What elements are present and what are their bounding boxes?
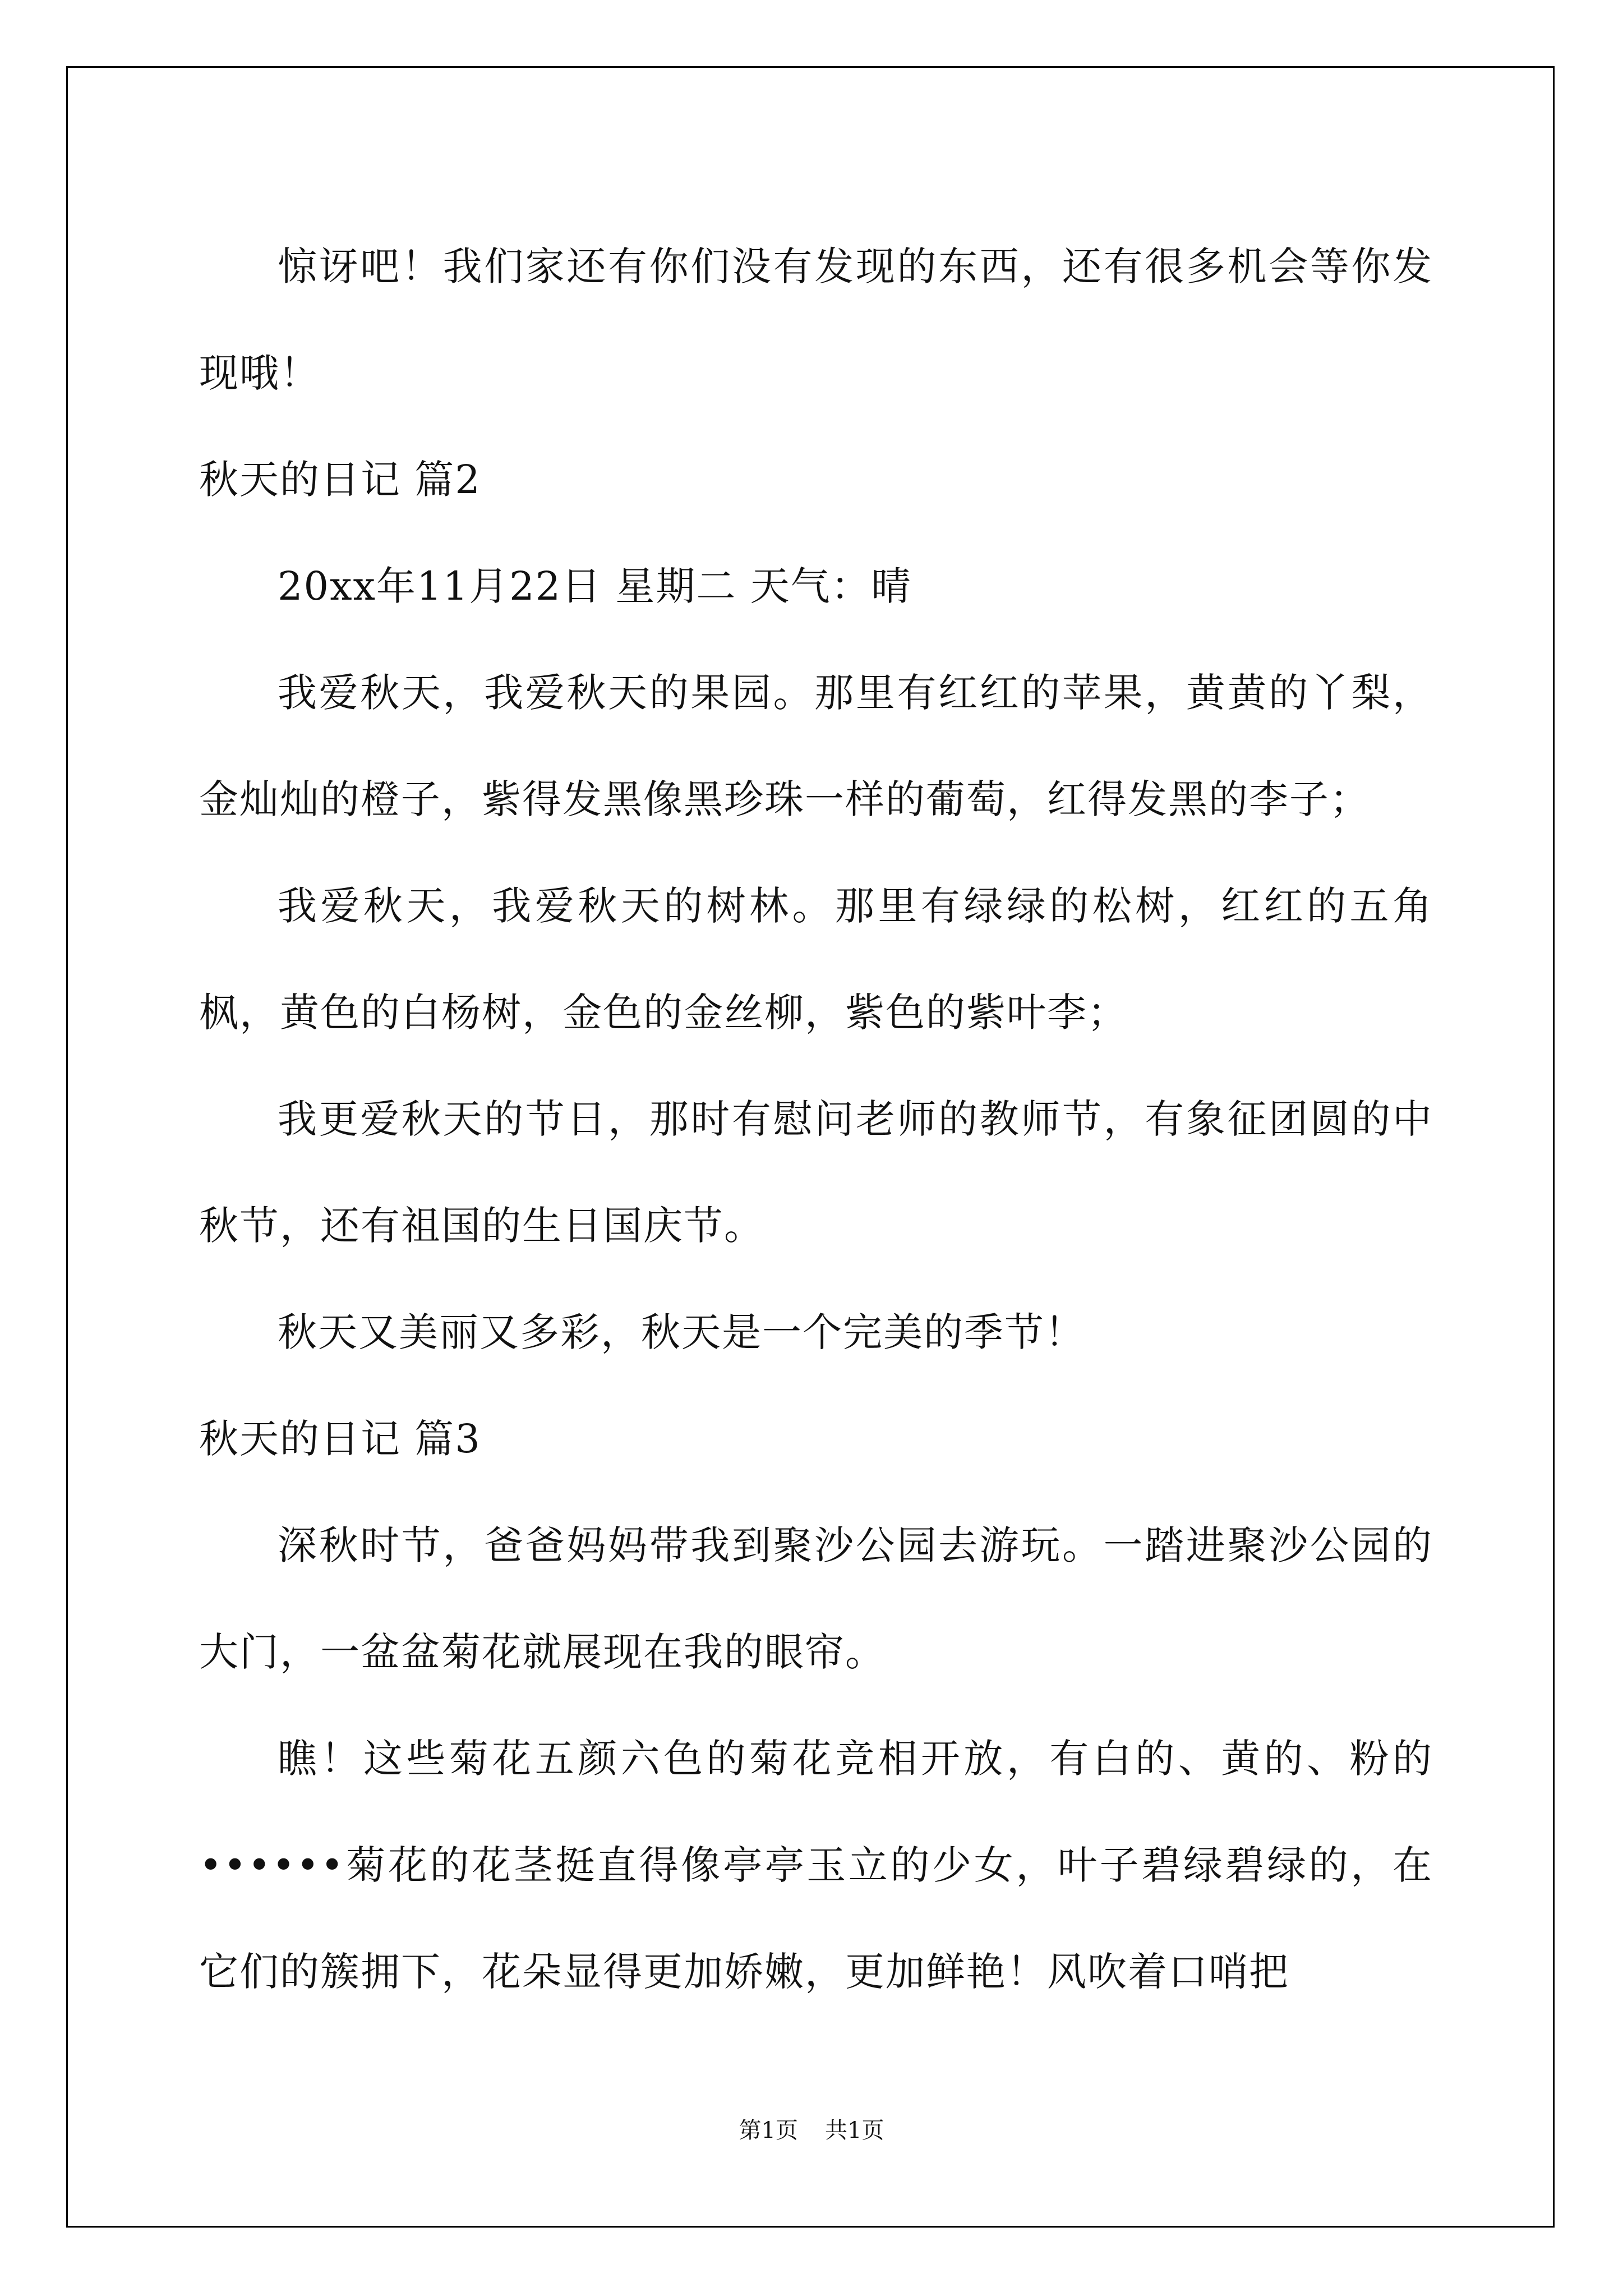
section-heading: 秋天的日记 篇3 <box>199 1416 481 1462</box>
page-total: 共1页 <box>825 2118 884 2143</box>
paragraph: 我爱秋天，我爱秋天的树林。那里有绿绿的松树，红红的五角枫，黄色的白杨树，金色的金丝柳，紫色的紫叶李； <box>199 883 1433 1036</box>
section-heading: 秋天的日记 篇2 <box>199 457 481 503</box>
paragraph: 我爱秋天，我爱秋天的果园。那里有红红的苹果，黄黄的丫梨，金灿灿的橙子，紫得发黑像黑珍珠一样的葡萄，红得发黑的李子； <box>199 670 1433 822</box>
document-body <box>199 213 1433 2025</box>
page-footer <box>0 2114 1623 2147</box>
date-line: 20xx年11月22日 星期二 天气：晴 <box>278 563 912 609</box>
paragraph: 秋天又美丽又多彩，秋天是一个完美的季节！ <box>278 1309 1085 1355</box>
paragraph: 瞧！这些菊花五颜六色的菊花竞相开放，有白的、黄的、粉的••••••菊花的花茎挺直得像亭亭玉立的少女，叶子碧绿碧绿的，在它们的簇拥下，花朵显得更加娇嫩，更加鲜艳！风吹着口哨把 <box>199 1736 1433 1995</box>
paragraph: 惊讶吧！我们家还有你们没有发现的东西，还有很多机会等你发现哦！ <box>199 243 1433 396</box>
paragraph: 深秋时节，爸爸妈妈带我到聚沙公园去游玩。一踏进聚沙公园的大门，一盆盆菊花就展现在我的眼帘。 <box>199 1522 1433 1675</box>
page-number: 第1页 <box>739 2118 798 2143</box>
paragraph: 我更爱秋天的节日，那时有慰问老师的教师节，有象征团圆的中秋节，还有祖国的生日国庆节。 <box>199 1096 1433 1249</box>
